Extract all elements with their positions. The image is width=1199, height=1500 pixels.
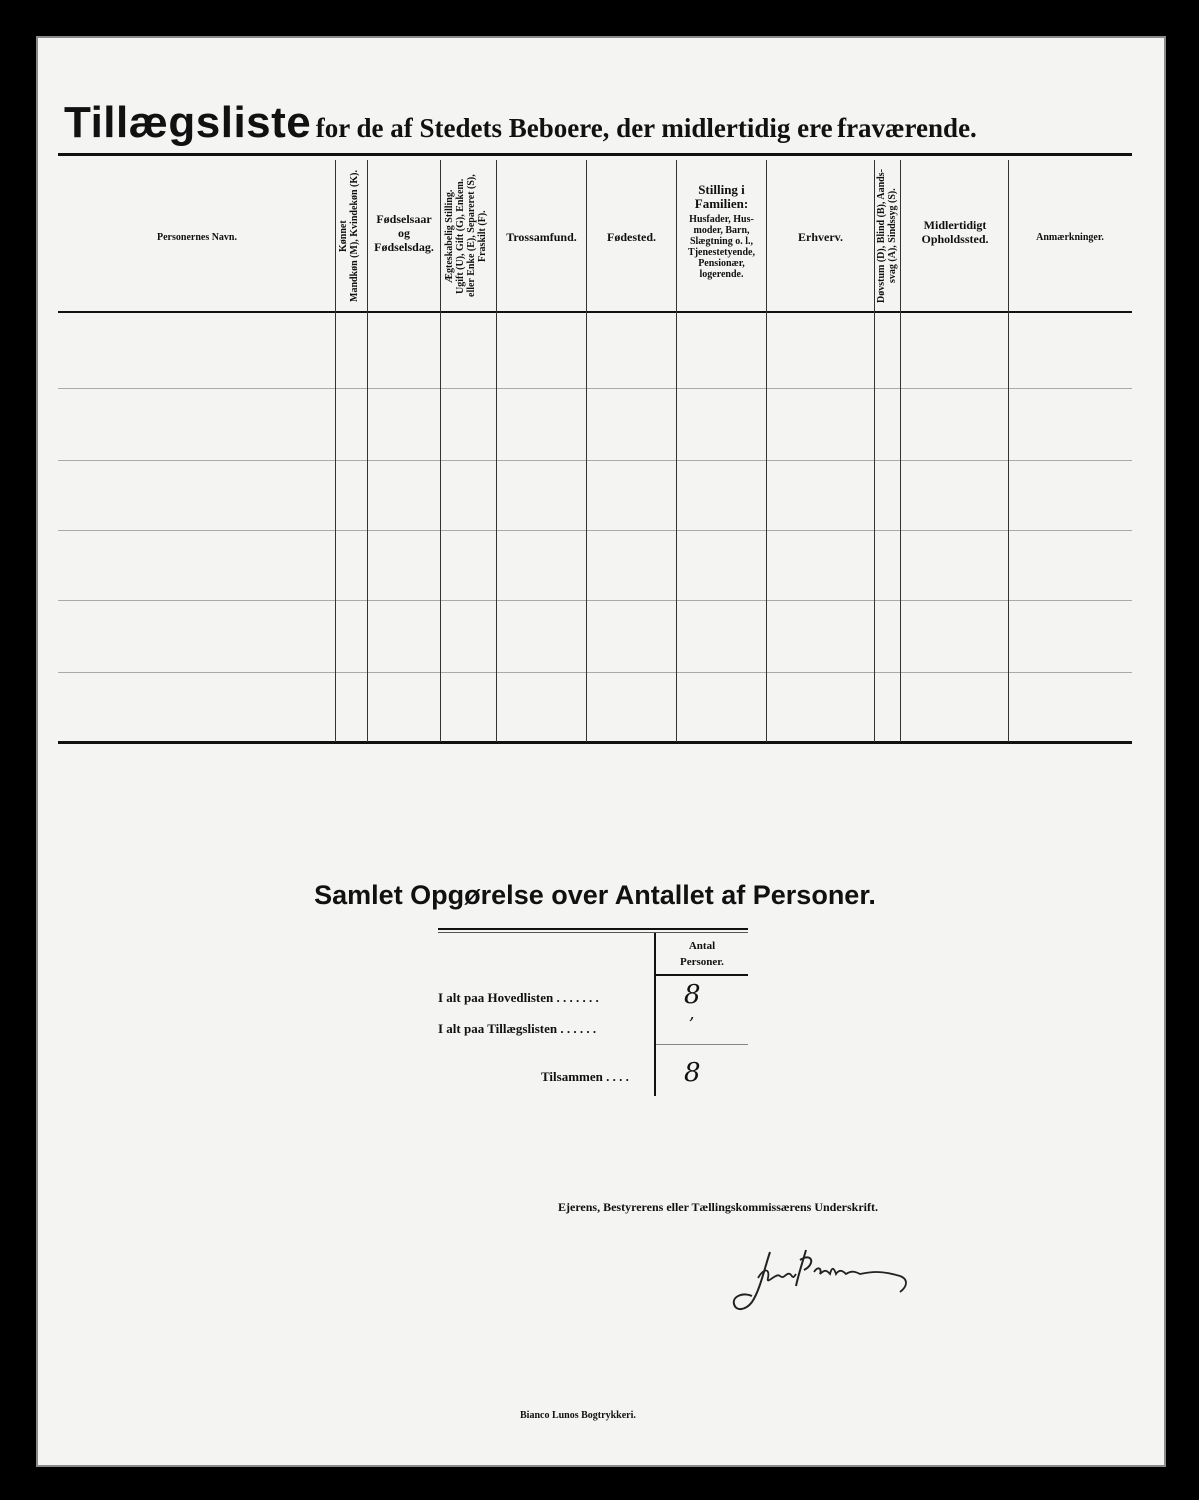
column-header-birthplace: Fødested.: [607, 230, 656, 244]
column-header-gender: Kønnet Mandkøn (M), Kvindekøn (K).: [338, 170, 360, 302]
family-title-1: Stilling i: [698, 182, 745, 197]
birth-line-2: og: [398, 226, 410, 240]
column-header-religion: Trossamfund.: [506, 230, 577, 244]
table-row-line: [58, 388, 1132, 389]
residence-line-2: Opholdssted.: [921, 232, 989, 246]
form-title-main: Tillægsliste: [64, 98, 312, 147]
summary-value-total: 8: [684, 1058, 701, 1088]
residence-line-1: Midlertidigt: [923, 218, 987, 232]
summary-top-rule: [438, 928, 748, 930]
summary-title: Samlet Opgørelse over Antallet af Personer.: [314, 880, 876, 910]
summary-col-header-line2: Personer.: [680, 956, 724, 968]
column-header-names: Personernes Navn.: [157, 232, 237, 243]
column-header-remarks: Anmærkninger.: [1036, 232, 1104, 243]
table-row-line: [58, 460, 1132, 461]
summary-value-main-list: 8: [684, 980, 701, 1010]
handwritten-signature-icon: [730, 1240, 930, 1320]
column-header-residence: [902, 218, 1008, 246]
column-divider: [335, 160, 336, 742]
summary-total-rule: [656, 1044, 748, 1045]
summary-column-divider: [654, 933, 656, 1096]
column-header-marital: Ægteskabelig Stilling. Ugift (U), Gift (G), Enkem. eller Enke (E), Separeret (S), Fraskilt (F).: [444, 174, 488, 298]
summary-header-rule: [656, 974, 748, 976]
table-row-line: [58, 600, 1132, 601]
birth-line-3: Fødselsdag.: [374, 240, 434, 254]
table-row-line: [58, 672, 1132, 673]
census-form-sheet: [36, 36, 1166, 1467]
column-divider: [586, 160, 587, 742]
signature-image: [730, 1240, 930, 1320]
column-divider: [496, 160, 497, 742]
form-title-rest: for de af Stedets Beboere, der midlertidig ere: [315, 113, 833, 143]
form-title: [64, 98, 977, 148]
family-title-2: Familien:: [694, 196, 749, 211]
summary-label-main-list: I alt paa Hovedlisten . . . . . . .: [438, 990, 599, 1005]
column-header-disability: Døvstum (D), Blind (B), Aands- svag (A), Sindssyg (S).: [876, 169, 898, 303]
column-divider: [766, 160, 767, 742]
table-top-rule: [58, 153, 1132, 156]
column-header-occupation: Erhverv.: [798, 230, 843, 244]
column-header-family: [677, 183, 766, 280]
form-title-emph: fraværende.: [837, 113, 977, 143]
table-bottom-rule: [58, 741, 1132, 744]
column-divider: [874, 160, 875, 742]
summary-label-total: Tilsammen . . . .: [541, 1069, 629, 1084]
column-divider: [1008, 160, 1009, 742]
column-header-birth: [368, 212, 440, 254]
birth-line-1: Fødselsaar: [376, 212, 432, 226]
table-row-line: [58, 530, 1132, 531]
column-divider: [900, 160, 901, 742]
signature-caption: Ejerens, Bestyrerens eller Tællingskommissærens Underskrift.: [558, 1200, 878, 1214]
column-divider: [440, 160, 441, 742]
summary-col-header-line1: Antal: [688, 940, 716, 952]
summary-label-supplement-list: I alt paa Tillægslisten . . . . . .: [438, 1021, 597, 1036]
summary-top-rule-thin: [438, 932, 748, 933]
family-desc: Husfader, Hus- moder, Barn, Slægtning o. l., Tjenestetyende, Pensionær, logerende.: [688, 214, 755, 280]
summary-col-header: [657, 938, 747, 970]
printer-imprint: Bianco Lunos Bogtrykkeri.: [520, 1410, 636, 1421]
table-header-rule: [58, 311, 1132, 313]
summary-value-supplement-list: ʼ: [688, 1014, 694, 1035]
